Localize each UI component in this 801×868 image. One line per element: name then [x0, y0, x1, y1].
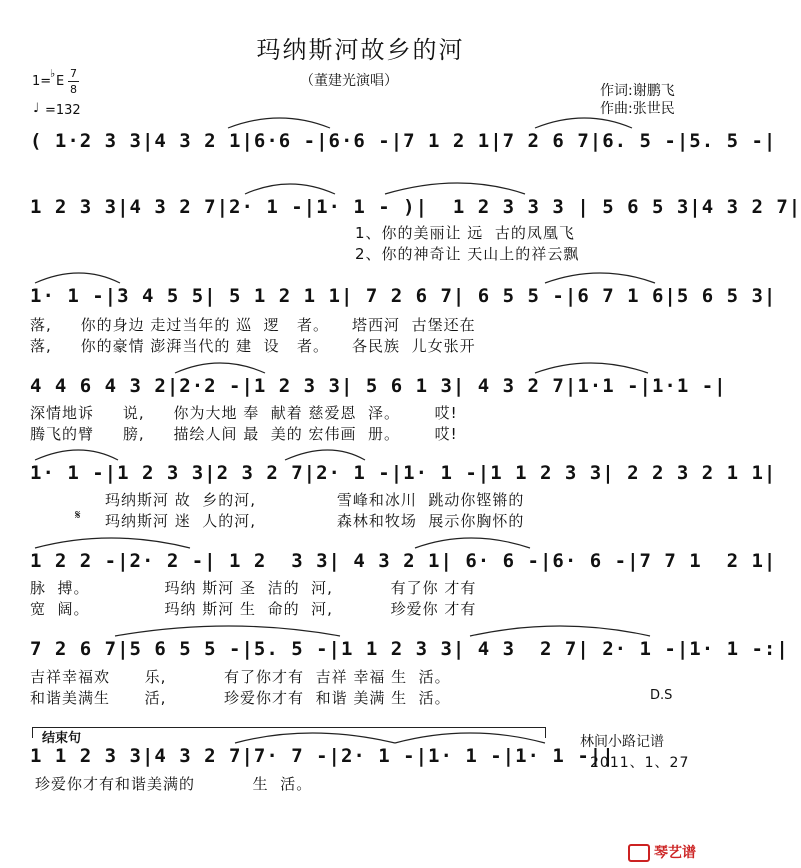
tempo-value: =132 — [45, 103, 81, 118]
logo-text: 琴艺谱 — [654, 845, 696, 861]
segno-icon: 𝄋 — [75, 508, 81, 523]
site-logo — [628, 842, 696, 862]
ending-bracket — [32, 727, 546, 738]
staff-line-3: 1· 1 -|3 4 5 5| 5 1 2 1 1| 7 2 6 7| 6 5 5 -|6 7 1 6|5 6 5 3| — [30, 285, 777, 307]
lyric-verse1-line5: 脉 搏。 玛纳 斯河 圣 洁的 河, 有了你 才有 — [30, 579, 477, 597]
lyric-verse1-line6: 吉祥幸福欢 乐, 有了你才有 吉祥 幸福 生 活。 — [30, 668, 451, 686]
lyric-ending: 珍爱你才有和谐美满的 生 活。 — [35, 775, 313, 793]
logo-icon — [628, 844, 650, 862]
lyric-verse2-line4: 玛纳斯河 迷 人的河, 森林和牧场 展示你胸怀的 — [105, 512, 525, 530]
staff-line-7: 7 2 6 7|5 6 5 5 -|5. 5 -|1 1 2 3 3| 4 3 2 7| 2· 1 -|1· 1 -:| — [30, 638, 789, 660]
staff-line-6: 1 2 2 -|2· 2 -| 1 2 3 3| 4 3 2 1| 6· 6 -|6· 6 -|7 7 1 2 1| — [30, 550, 777, 572]
lyric-verse2-line5: 宽 阔。 玛纳 斯河 生 命的 河, 珍爱你 才有 — [30, 600, 477, 618]
staff-line-5: 1· 1 -|1 2 3 3|2 3 2 7|2· 1 -|1· 1 -|1 1 2 3 3| 2 2 3 2 1 1| — [30, 462, 777, 484]
lyric-verse2-line3: 腾飞的臂 膀, 描绘人间 最 美的 宏伟画 册。 哎! — [30, 425, 458, 443]
time-numerator: 7 — [70, 67, 77, 80]
lyric-verse1-line3: 深情地诉 说, 你为大地 奉 献着 慈爱恩 泽。 哎! — [30, 404, 458, 422]
key-letter: E — [56, 74, 65, 89]
staff-line-1: ( 1·2 3 3|4 3 2 1|6·6 -|6·6 -|7 1 2 1|7 2 6 7|6. 5 -|5. 5 -| — [30, 130, 777, 152]
key-prefix: 1= — [32, 74, 52, 89]
transcription-date: 2011、1、27 — [590, 755, 690, 771]
ds-marking: D.S — [650, 688, 673, 703]
staff-line-2: 1 2 3 3|4 3 2 7|2· 1 -|1· 1 - )| 1 2 3 3 3 | 5 6 5 3|4 3 2 7| — [30, 196, 801, 218]
staff-line-8: 1 1 2 3 3|4 3 2 7|7· 7 -|2· 1 -|1· 1 -|1· 1 -|| — [30, 745, 615, 767]
time-denominator: 8 — [70, 83, 77, 96]
song-title: 玛纳斯河故乡的河 — [256, 36, 465, 64]
performer-subtitle: （董建光演唱） — [300, 73, 398, 89]
transcriber-credit: 林间小路记谱 — [580, 734, 664, 750]
lyricist-credit: 作词:谢鹏飞 — [600, 83, 675, 99]
staff-line-4: 4 4 6 4 3 2|2·2 -|1 2 3 3| 5 6 1 3| 4 3 2 7|1·1 -|1·1 -| — [30, 375, 727, 397]
lyric-verse1-line1: 1、你的美丽让 远 古的凤凰飞 — [355, 224, 575, 242]
quarter-note-icon: ♩ — [33, 101, 40, 116]
ending-label: 结束句 — [42, 731, 82, 746]
lyric-verse2-line1: 2、你的神奇让 天山上的祥云飘 — [355, 245, 580, 263]
key-flat: ♭ — [50, 67, 56, 80]
lyric-verse2-line2: 落, 你的豪情 澎湃当代的 建 设 者。 各民族 儿女张开 — [30, 337, 476, 355]
composer-credit: 作曲:张世民 — [600, 101, 675, 117]
lyric-verse1-line2: 落, 你的身边 走过当年的 巡 逻 者。 塔西河 古堡还在 — [30, 316, 476, 334]
lyric-verse1-line4: 玛纳斯河 故 乡的河, 雪峰和冰川 跳动你铿锵的 — [105, 491, 525, 509]
lyric-verse2-line6: 和谐美满生 活, 珍爱你才有 和谐 美满 生 活。 — [30, 689, 451, 707]
